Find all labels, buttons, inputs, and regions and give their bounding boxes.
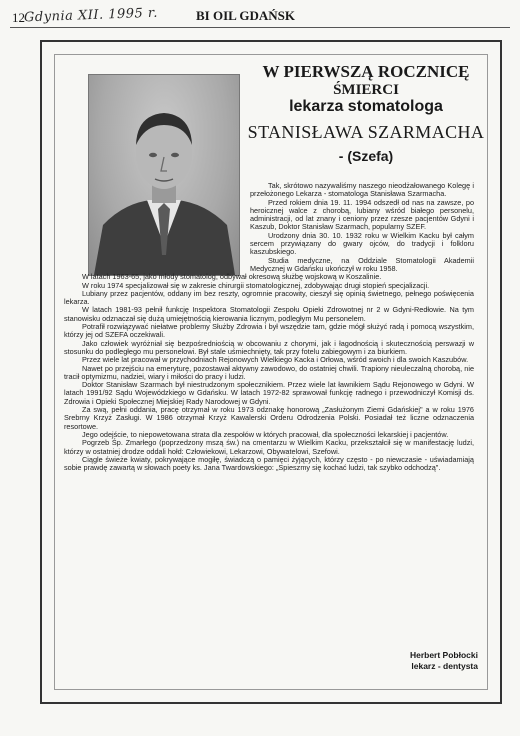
paragraph: Przed rokiem dnia 19. 11. 1994 odszedł od nas na zawsze, po heroicznej walce z chorobą, lubiany wśród białego personelu, administracji, od lat znany i ceniony przez rzesze pacjentów Gdyni i Kaszub, Doktor Stanisław Szarmach, popularny SZEF. xyxy=(250,197,474,232)
paragraph: Jego odejście, to niepowetowana strata dla zespołów w których pracował, dla społeczności lekarskiej i pacjentów. xyxy=(82,429,449,439)
signature-role: lekarz - dentysta xyxy=(411,661,478,671)
paragraph: Studia medyczne, na Oddziale Stomatologii Akademii Medycznej w Gdańsku ukończył w roku 1958. xyxy=(250,255,474,273)
signature-name: Herbert Pobłocki xyxy=(409,650,478,660)
paragraph: Przez wiele lat pracował w przychodniach Rejonowych Wielkiego Kacka i Orłowa, wśród swoich i dla swoich Kaszubów. xyxy=(82,355,469,365)
paragraph: Lubiany przez pacjentów, oddany im bez reszty, ogromnie pracowity, cieszył się opinią świetnego, pełnego poświęcenia lekarza. xyxy=(64,288,474,307)
paragraph: Pogrzeb Śp. Zmarłego (poprzedzony mszą św.) na cmentarzu w Wielkim Kacku, przekształcił się w manifestację ludzi, którzy w ostatniej drodze oddali hołd: Człowiekowi, Lekarzowi, Obywatelowi, Szefowi. xyxy=(64,438,474,456)
title-line-1: W PIERWSZĄ ROCZNICĘ xyxy=(262,62,470,81)
paragraph: W latach 1981-93 pełnił funkcję Inspektora Stomatologii Zespołu Opieki Zdrowotnej nr 2 w Gdyni-Redłowie. Na tym stanowisku odznaczał się dużą umiejętnością kierowania licznym, podległym Mu personelem. xyxy=(64,305,474,323)
paragraph: Doktor Stanisław Szarmach był niestrudzonym społecznikiem. Przez wiele lat ławnikiem Sądu Rejonowego w Gdyni. W latach 1991/92 Sądu Wojewódzkiego w Gdańsku. W latach 1972-82 sprawował funkcję radnego i przewodniczył Komisji ds. Zdrowia i Opieki Społecznej Miejskiej Rady Narodowej w Gdyni. xyxy=(64,380,474,406)
signature-block xyxy=(410,650,478,672)
paragraph: Za swą, pełni oddania, pracę otrzymał w roku 1973 odznakę honorową „Zasłużonym Ziemi Gdańskiej" a w roku 1976 Srebrny Krzyż Zasługi. W 1986 otrzymał Krzyż Kawalerski Orderu Odrodzenia Polski. Posiadał też liczne odznaczenia resortowe. xyxy=(64,405,474,431)
title-line-3: lekarza stomatologa xyxy=(289,98,443,115)
paragraph: W roku 1974 specjalizował się w zakresie chirurgii stomatologicznej, zdobywając drugi stopień specjalizacji. xyxy=(82,280,430,290)
paragraph: Nawet po przejściu na emeryturę, pozostawał aktywny zawodowo, do ostatniej chwili. Trapiony nieuleczalną chorobą, nie tracił optymizmu, nadziei, wiary i miłości do pracy i ludzi. xyxy=(64,363,474,381)
paragraph: Urodzony dnia 30. 10. 1932 roku w Wielkim Kacku był całym sercem przywiązany do gwary ojców, do tradycji i folkloru kaszubskiego. xyxy=(250,230,474,257)
deceased-name: STANISŁAWA SZARMACHA xyxy=(247,122,485,142)
article-body-beside-photo xyxy=(250,182,474,273)
header-rule xyxy=(10,27,510,28)
article-body xyxy=(64,182,474,472)
paragraph: Potrafił rozwiązywać niełatwe problemy Służby Zdrowia i był wszędzie tam, gdzie mógł służyć radą i pomocą wszystkim, którzy jej od SZEFA oczekiwali. xyxy=(64,322,474,340)
journal-title: BI OIL GDAŃSK xyxy=(196,8,295,23)
page-number: 12 xyxy=(12,10,25,25)
nickname: - (Szefa) xyxy=(338,148,394,164)
title-line-2: ŚMIERCI xyxy=(333,82,399,98)
paragraph: Ciągle świeże kwiaty, pokrywające mogiłę, świadczą o pamięci żyjących, którzy często - po niewczasie - uświadamiają sobie prawdę zawartą w słowach poety ks. Jana Twardowskiego: „Spieszmy się kochać ludzi, tak szybko odchodzą". xyxy=(64,454,474,473)
paragraph: W latach 1963-65, jako młody stomatolog, odbywał okresową służbę wojskową w Koszalinie. xyxy=(82,272,382,282)
handwritten-date-note: Gdynia XII. 1995 r. xyxy=(23,5,159,26)
paragraph: Tak, skrótowo nazywaliśmy naszego nieodżałowanego Kolegę i przełożonego Lekarza - stomatologa Stanisława Szarmacha. xyxy=(250,181,474,199)
paragraph: Jako człowiek wyróżniał się bezpośredniością w obcowaniu z chorymi, jak i łagodnością i skutecznością perswazji w stosunku do podległego mu personelowi. Był stale uśmiechnięty, tak przy fotelu zabiegowym i za biurkiem. xyxy=(64,338,474,356)
